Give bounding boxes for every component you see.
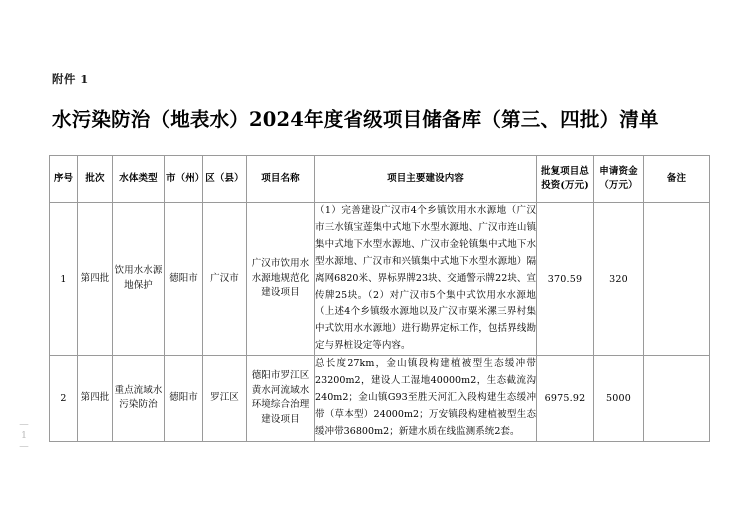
column-header-apply-line1: 申请资金	[599, 166, 638, 178]
column-header-district: 区（县）	[203, 156, 247, 203]
column-header-project-name: 项目名称	[247, 156, 315, 203]
table-header-row	[50, 156, 710, 203]
column-header-content: 项目主要建设内容	[315, 156, 537, 203]
table-row	[50, 356, 710, 442]
page-number-marker: —1—	[18, 418, 30, 452]
cell-apply-amount: 320	[594, 203, 644, 356]
column-header-remark: 备注	[644, 156, 710, 203]
column-header-apply-line2: （万元）	[599, 180, 638, 191]
cell-seq: 2	[50, 356, 78, 442]
column-header-water-type: 水体类型	[113, 156, 165, 203]
cell-district: 广汉市	[203, 203, 247, 356]
cell-content: 总长度27km，金山镇段构建植被型生态缓冲带23200m2，建设人工湿地40000m2，生态截流沟240m2；金山镇G93至胜天河汇入段构建生态缓冲带（草本型）24000m2；万安镇段构建植被型生态缓冲带36800m2；新建水质在线监测系统2套。	[315, 356, 537, 442]
cell-investment: 6975.92	[537, 356, 594, 442]
cell-remark	[644, 203, 710, 356]
cell-remark	[644, 356, 710, 442]
cell-batch: 第四批	[78, 203, 113, 356]
table-header	[50, 156, 710, 203]
cell-water-type: 重点流域水污染防治	[113, 356, 165, 442]
table-body	[50, 203, 710, 442]
column-header-investment-line1: 批复项目总	[540, 166, 589, 178]
cell-batch: 第四批	[78, 356, 113, 442]
column-header-seq: 序号	[50, 156, 78, 203]
project-list-table-container	[49, 155, 709, 442]
cell-project-name: 广汉市饮用水水源地规范化建设项目	[247, 203, 315, 356]
project-list-table	[49, 155, 710, 442]
cell-water-type: 饮用水水源地保护	[113, 203, 165, 356]
cell-apply-amount: 5000	[594, 356, 644, 442]
column-header-apply-amount	[594, 156, 644, 203]
page-title: 水污染防治（地表水）2024年度省级项目储备库（第三、四批）清单	[52, 108, 659, 131]
cell-city: 德阳市	[165, 203, 203, 356]
cell-city: 德阳市	[165, 356, 203, 442]
cell-investment: 370.59	[537, 203, 594, 356]
cell-seq: 1	[50, 203, 78, 356]
cell-district: 罗江区	[203, 356, 247, 442]
column-header-investment	[537, 156, 594, 203]
column-header-city: 市（州）	[165, 156, 203, 203]
cell-project-name: 德阳市罗江区黄水河流域水环境综合治理建设项目	[247, 356, 315, 442]
cell-content: （1）完善建设广汉市4个乡镇饮用水水源地（广汉市三水镇宝莲集中式地下水型水源地、广汉市连山镇集中式地下水型水源地、广汉市金轮镇集中式地下水型水源地、广汉市和兴镇集中式地下水型水源地）隔离网6820米、界标界牌23块、交通警示牌22块、宣传牌25块。（2）对广汉市5个集中式饮用水水源地（上述4个乡镇级水源地以及广汉市粟米漯三界村集中式饮用水水源地）进行勘界定标工作，包括界线勘定与界桩设定等内容。	[315, 203, 537, 356]
table-row	[50, 203, 710, 356]
attachment-label: 附件 1	[52, 72, 89, 86]
column-header-investment-line2: 投资(万元)	[541, 180, 589, 191]
column-header-batch: 批次	[78, 156, 113, 203]
